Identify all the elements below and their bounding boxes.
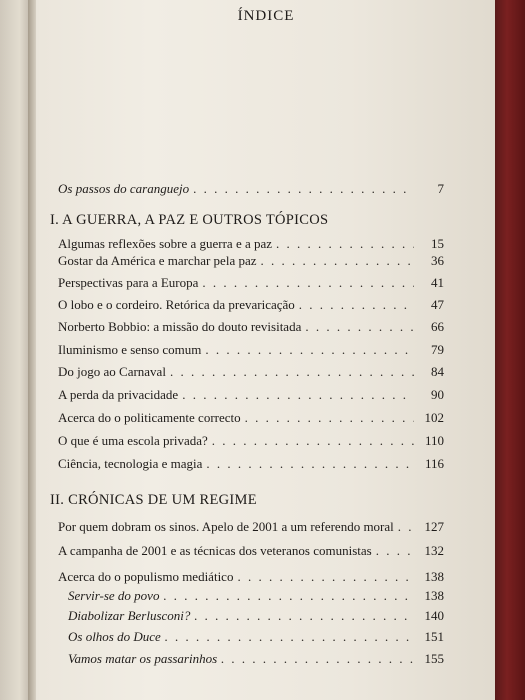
book-cover-edge <box>495 0 525 700</box>
dot-leader <box>261 253 414 269</box>
dot-leader <box>165 629 414 645</box>
dot-leader <box>206 456 414 472</box>
toc-entry-page: 116 <box>424 456 444 471</box>
toc-entry-page: 79 <box>431 342 444 357</box>
toc-entry-label: Iluminismo e senso comum <box>58 342 202 357</box>
dot-leader <box>193 181 414 197</box>
table-of-contents <box>46 0 446 700</box>
toc-entry <box>58 275 444 291</box>
dot-leader <box>221 651 414 667</box>
toc-subentry <box>68 588 444 604</box>
toc-entry-label: A perda da privacidade <box>58 387 179 402</box>
dot-leader <box>305 319 414 335</box>
dot-leader <box>202 275 414 291</box>
toc-entry-page: 36 <box>431 253 444 268</box>
dot-leader <box>163 588 414 604</box>
toc-entry-label: Perspectivas para a Europa <box>58 275 199 290</box>
toc-subentry-label: Os olhos do Duce <box>68 629 161 644</box>
toc-entry-label: Acerca do o populismo mediático <box>58 569 234 584</box>
toc-entry-label: A campanha de 2001 e as técnicas dos veteranos comunistas <box>58 543 372 558</box>
toc-entry-page: 102 <box>424 410 444 425</box>
toc-subentry-page: 138 <box>424 588 444 603</box>
toc-entry <box>58 387 444 403</box>
toc-entry <box>58 342 444 358</box>
toc-entry-intro <box>58 181 444 197</box>
toc-entry-page: 132 <box>424 543 444 558</box>
toc-entry-label: O que é uma escola privada? <box>58 433 208 448</box>
toc-subentry-label: Servir-se do povo <box>68 588 160 603</box>
toc-subentry <box>68 651 444 667</box>
toc-entry <box>58 236 444 252</box>
toc-entry-page: 110 <box>424 433 444 448</box>
toc-entry <box>58 519 444 535</box>
toc-entry-page: 41 <box>431 275 444 290</box>
dot-leader <box>276 236 414 252</box>
section-heading-2: II. CRÓNICAS DE UM REGIME <box>50 492 257 508</box>
toc-entry <box>58 297 444 313</box>
toc-subentry-page: 140 <box>424 608 444 623</box>
facing-page-edge <box>0 0 28 700</box>
toc-entry <box>58 543 444 559</box>
toc-entry-page: 90 <box>431 387 444 402</box>
toc-entry <box>58 410 444 426</box>
toc-subentry-page: 151 <box>424 629 444 644</box>
dot-leader <box>194 608 414 624</box>
section-heading-1: I. A GUERRA, A PAZ E OUTROS TÓPICOS <box>50 212 329 228</box>
toc-entry-page: 15 <box>431 236 444 251</box>
toc-entry-page: 7 <box>437 181 444 196</box>
toc-entry-page: 84 <box>431 364 444 379</box>
dot-leader <box>398 519 414 535</box>
dot-leader <box>170 364 414 380</box>
dot-leader <box>205 342 414 358</box>
book-gutter <box>28 0 36 700</box>
dot-leader <box>376 543 414 559</box>
toc-subentry-page: 155 <box>424 651 444 666</box>
toc-entry-page: 127 <box>424 519 444 534</box>
toc-entry-page: 138 <box>424 569 444 584</box>
toc-subentry-label: Diabolizar Berlusconi? <box>68 608 191 623</box>
toc-subentry-label: Vamos matar os passarinhos <box>68 651 218 666</box>
dot-leader <box>245 410 414 426</box>
toc-entry-page: 66 <box>431 319 444 334</box>
page-title: ÍNDICE <box>237 8 295 24</box>
toc-entry <box>58 319 444 335</box>
toc-entry-label: Algumas reflexões sobre a guerra e a paz <box>58 236 273 251</box>
toc-entry <box>58 364 444 380</box>
toc-entry <box>58 456 444 472</box>
toc-entry-label: Os passos do caranguejo <box>58 181 190 196</box>
toc-entry-label: Do jogo ao Carnaval <box>58 364 166 379</box>
dot-leader <box>237 569 414 585</box>
toc-entry-label: Acerca do o politicamente correcto <box>58 410 241 425</box>
dot-leader <box>182 387 414 403</box>
toc-entry-label: O lobo e o cordeiro. Retórica da prevaricação <box>58 297 295 312</box>
toc-subentry <box>68 608 444 624</box>
toc-entry-label: Ciência, tecnologia e magia <box>58 456 203 471</box>
toc-entry <box>58 253 444 269</box>
dot-leader <box>299 297 414 313</box>
dot-leader <box>212 433 414 449</box>
toc-entry <box>58 569 444 585</box>
toc-entry-label: Gostar da América e marchar pela paz <box>58 253 257 268</box>
toc-entry-label: Norberto Bobbio: a missão do douto revisitada <box>58 319 302 334</box>
toc-entry-page: 47 <box>431 297 444 312</box>
toc-subentry <box>68 629 444 645</box>
toc-entry-label: Por quem dobram os sinos. Apelo de 2001 a um referendo moral <box>58 519 394 534</box>
toc-entry <box>58 433 444 449</box>
